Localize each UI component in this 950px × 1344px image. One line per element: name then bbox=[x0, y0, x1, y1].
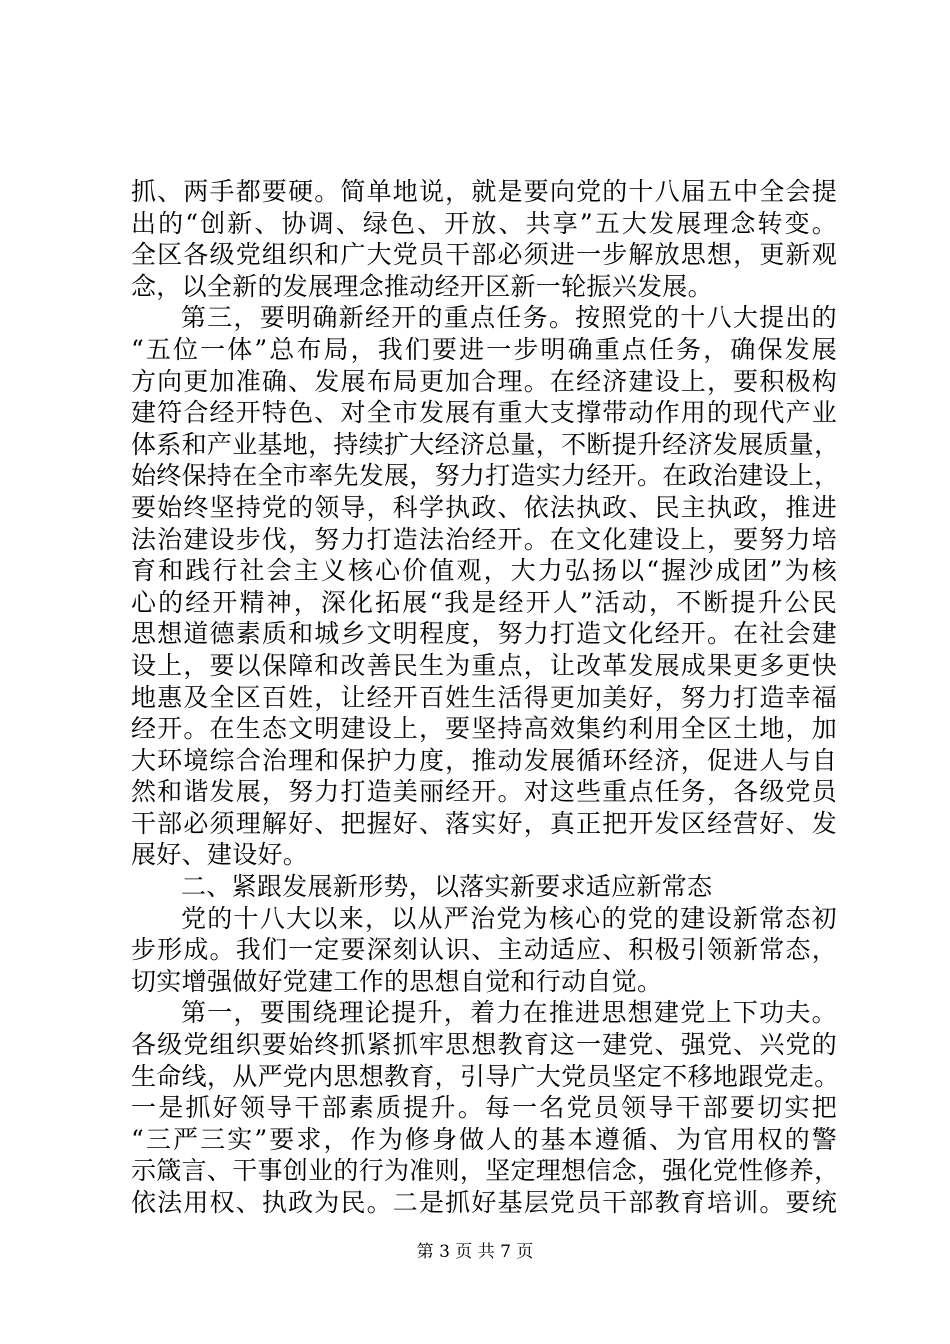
text-line: 要始终坚持党的领导，科学执政、依法执政、民主执政，推进 bbox=[131, 492, 837, 522]
text-line: 育和践行社会主义核心价值观，大力弘扬以“握沙成团”为核 bbox=[131, 556, 837, 586]
text-line: 心的经开精神，深化拓展“我是经开人”活动，不断提升公民 bbox=[131, 587, 837, 617]
text-line: 经开。在生态文明建设上，要坚持高效集约利用全区土地，加 bbox=[131, 714, 837, 744]
text-line: 然和谐发展，努力打造美丽经开。对这些重点任务，各级党员 bbox=[131, 777, 837, 807]
text-line: 念，以全新的发展理念推动经开区新一轮振兴发展。 bbox=[131, 271, 713, 301]
text-line: 一是抓好领导干部素质提升。每一名党员领导干部要切实把 bbox=[131, 1093, 837, 1123]
text-line: 抓、两手都要硬。简单地说，就是要向党的十八届五中全会提 bbox=[131, 177, 837, 206]
text-line: “三严三实”要求，作为修身做人的基本遵循、为官用权的警 bbox=[131, 1124, 837, 1154]
text-line: 切实增强做好党建工作的思想自觉和行动自觉。 bbox=[131, 966, 663, 996]
text-line: 体系和产业基地，持续扩大经济总量，不断提升经济发展质量， bbox=[131, 429, 840, 459]
text-line: 思想道德素质和城乡文明程度，努力打造文化经开。在社会建 bbox=[131, 619, 837, 649]
text-line: 展好、建设好。 bbox=[131, 840, 309, 870]
text-line: 法治建设步伐，努力打造法治经开。在文化建设上，要努力培 bbox=[131, 524, 837, 554]
text-line: 设上，要以保障和改善民生为重点，让改革发展成果更多更快 bbox=[131, 650, 837, 680]
text-line: 第一，要围绕理论提升，着力在推进思想建党上下功夫。 bbox=[181, 998, 837, 1028]
text-line: 生命线，从严党内思想教育，引导广大党员坚定不移地跟党走。 bbox=[131, 1061, 840, 1091]
text-line: 示箴言、干事创业的行为准则，坚定理想信念，强化党性修养， bbox=[131, 1156, 840, 1186]
text-line: 始终保持在全市率先发展，努力打造实力经开。在政治建设上， bbox=[131, 461, 840, 491]
page-footer: 第 3 页 共 7 页 bbox=[416, 1242, 534, 1262]
text-line: 党的十八大以来，以从严治党为核心的党的建设新常态初 bbox=[181, 903, 837, 933]
text-line: 地惠及全区百姓，让经开百姓生活得更加美好，努力打造幸福 bbox=[131, 682, 837, 712]
text-line: 干部必须理解好、把握好、落实好，真正把开发区经营好、发 bbox=[131, 808, 837, 838]
text-line: 出的“创新、协调、绿色、开放、共享”五大发展理念转变。 bbox=[131, 208, 837, 238]
text-line: 建符合经开特色、对全市发展有重大支撑带动作用的现代产业 bbox=[131, 398, 837, 428]
text-line: 二、紧跟发展新形势，以落实新要求适应新常态 bbox=[181, 872, 713, 902]
text-line: 大环境综合治理和保护力度，推动发展循环经济，促进人与自 bbox=[131, 745, 837, 775]
text-line: 依法用权、执政为民。二是抓好基层党员干部教育培训。要统 bbox=[131, 1188, 837, 1217]
document-body bbox=[131, 176, 840, 1219]
text-line: 全区各级党组织和广大党员干部必须进一步解放思想，更新观 bbox=[131, 240, 837, 270]
text-line: 第三，要明确新经开的重点任务。按照党的十八大提出的 bbox=[181, 303, 837, 333]
text-line: “五位一体”总布局，我们要进一步明确重点任务，确保发展 bbox=[131, 334, 837, 364]
text-line: 步形成。我们一定要深刻认识、主动适应、积极引领新常态， bbox=[131, 935, 837, 965]
text-line: 各级党组织要始终抓紧抓牢思想教育这一建党、强党、兴党的 bbox=[131, 1030, 837, 1060]
text-line: 方向更加准确、发展布局更加合理。在经济建设上，要积极构 bbox=[131, 366, 837, 396]
